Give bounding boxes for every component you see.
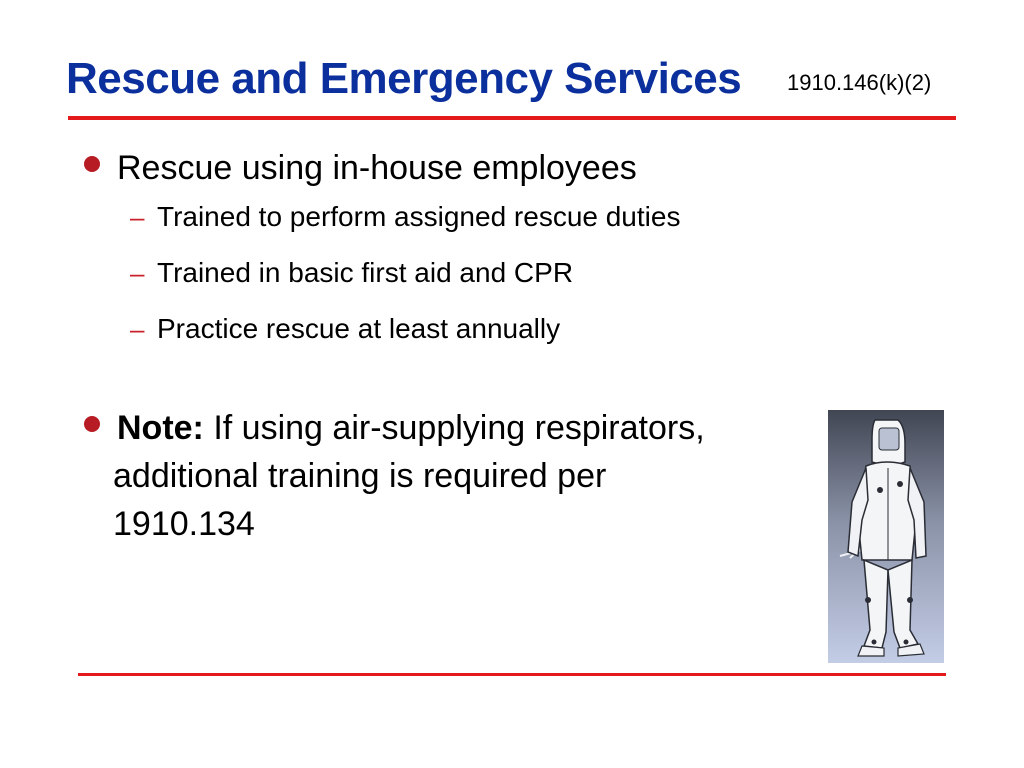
note-line-3: 1910.134 [113, 505, 255, 543]
note-line-1 [117, 404, 705, 452]
dash-icon: – [130, 314, 145, 344]
sub-bullet-text: Practice rescue at least annually [157, 313, 561, 344]
sub-bullet-item [130, 313, 560, 345]
protective-suit-icon [828, 410, 944, 663]
note-line-2: additional training is required per [113, 457, 607, 495]
sub-bullet-text: Trained to perform assigned rescue duties [157, 201, 681, 232]
dash-icon: – [130, 202, 145, 232]
bullet-dot-icon [84, 416, 100, 432]
dash-icon: – [130, 258, 145, 288]
bullet-item [84, 144, 637, 192]
note-text-1: If using air-supplying respirators, [213, 409, 705, 447]
protective-suit-image [828, 410, 944, 663]
regulation-reference: 1910.146(k)(2) [787, 70, 932, 95]
note-label: Note: [117, 409, 204, 447]
top-divider [68, 116, 956, 120]
sub-bullet-text: Trained in basic first aid and CPR [157, 257, 574, 288]
sub-bullet-item [130, 201, 680, 233]
sub-bullet-item [130, 257, 573, 289]
bullet-dot-icon [84, 156, 100, 172]
slide-title: Rescue and Emergency Services [66, 54, 742, 103]
bullet-text: Rescue using in-house employees [117, 149, 637, 187]
bottom-divider [78, 673, 946, 676]
